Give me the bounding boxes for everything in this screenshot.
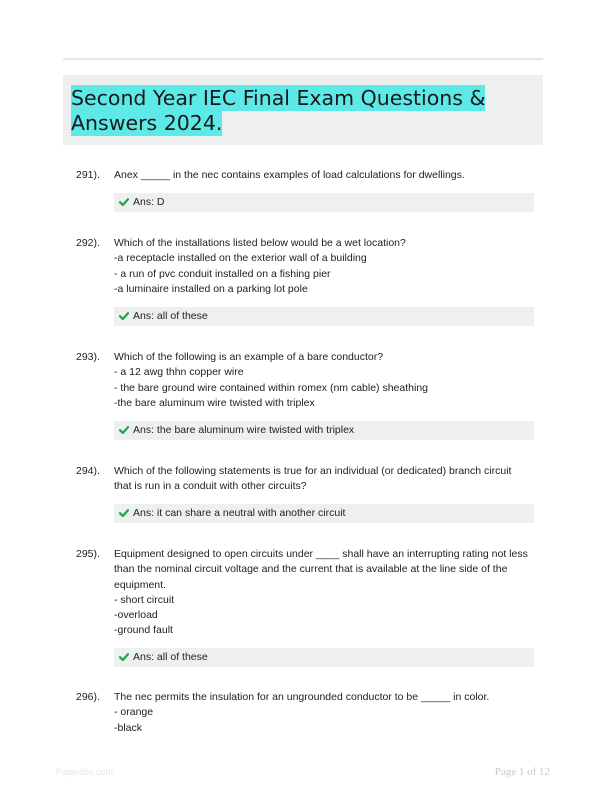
- answer-box: [114, 307, 534, 326]
- check-icon: [119, 426, 129, 434]
- answer-text: Ans: it can share a neutral with another circuit: [133, 507, 346, 519]
- question-number: 296).: [76, 691, 100, 703]
- question-number: 294).: [76, 465, 100, 477]
- page-title: [71, 86, 543, 136]
- question-number: 295).: [76, 548, 100, 560]
- answer-text: Ans: D: [133, 196, 165, 208]
- question-text: [114, 168, 539, 183]
- question-line: Equipment designed to open circuits under ____ shall have an interrupting rating not less: [114, 548, 528, 560]
- question-line: that is run in a conduit with other circuits?: [114, 480, 307, 493]
- question-text: [114, 350, 539, 411]
- question-line: -a luminaire installed on a parking lot pole: [114, 282, 308, 295]
- question-line: - a run of pvc conduit installed on a fishing pier: [114, 267, 331, 280]
- question-line: -a receptacle installed on the exterior wall of a building: [114, 252, 367, 265]
- question-text: [114, 236, 539, 297]
- question-text: [114, 547, 539, 639]
- check-icon: [119, 653, 129, 661]
- check-icon: [119, 509, 129, 517]
- question-number: 291).: [76, 169, 100, 181]
- question-line: Which of the installations listed below would be a wet location?: [114, 237, 406, 249]
- question-line: - short circuit: [114, 593, 175, 606]
- footer-site-watermark: Paperlibs.com: [56, 767, 114, 777]
- answer-text: Ans: the bare aluminum wire twisted with triplex: [133, 424, 355, 436]
- question-line: - orange: [114, 706, 154, 719]
- question-line: -ground fault: [114, 624, 173, 637]
- question-text: [114, 464, 539, 495]
- question-line: -overload: [114, 609, 158, 622]
- answer-box: [114, 421, 534, 440]
- answer-box: [114, 193, 534, 212]
- question-line: equipment.: [114, 578, 166, 591]
- answer-box: [114, 648, 534, 667]
- top-divider: [63, 58, 543, 60]
- check-icon: [119, 312, 129, 320]
- question-line: Anex _____ in the nec contains examples of load calculations for dwellings.: [114, 169, 465, 181]
- question-line: Which of the following is an example of a bare conductor?: [114, 351, 384, 363]
- page-title-text: Second Year IEC Final Exam Questions & Answers 2024.: [71, 86, 486, 135]
- title-box: [63, 75, 543, 145]
- question-line: than the nominal circuit voltage and the current that is available at the line side of the: [114, 563, 508, 576]
- answer-box: [114, 504, 534, 523]
- answer-text: Ans: all of these: [133, 310, 208, 322]
- answer-text: Ans: all of these: [133, 651, 208, 663]
- question-number: 293).: [76, 351, 100, 363]
- question-text: [114, 690, 539, 736]
- question-line: - the bare ground wire contained within romex (nm cable) sheathing: [114, 381, 429, 394]
- check-icon: [119, 198, 129, 206]
- question-line: - a 12 awg thhn copper wire: [114, 366, 244, 379]
- question-line: -black: [114, 721, 143, 734]
- question-line: -the bare aluminum wire twisted with triplex: [114, 396, 315, 409]
- question-number: 292).: [76, 237, 100, 249]
- footer-page-number: Page 1 of 12: [494, 766, 550, 778]
- question-line: The nec permits the insulation for an ungrounded conductor to be _____ in color.: [114, 691, 490, 703]
- question-line: Which of the following statements is true for an individual (or dedicated) branch circuit: [114, 465, 512, 477]
